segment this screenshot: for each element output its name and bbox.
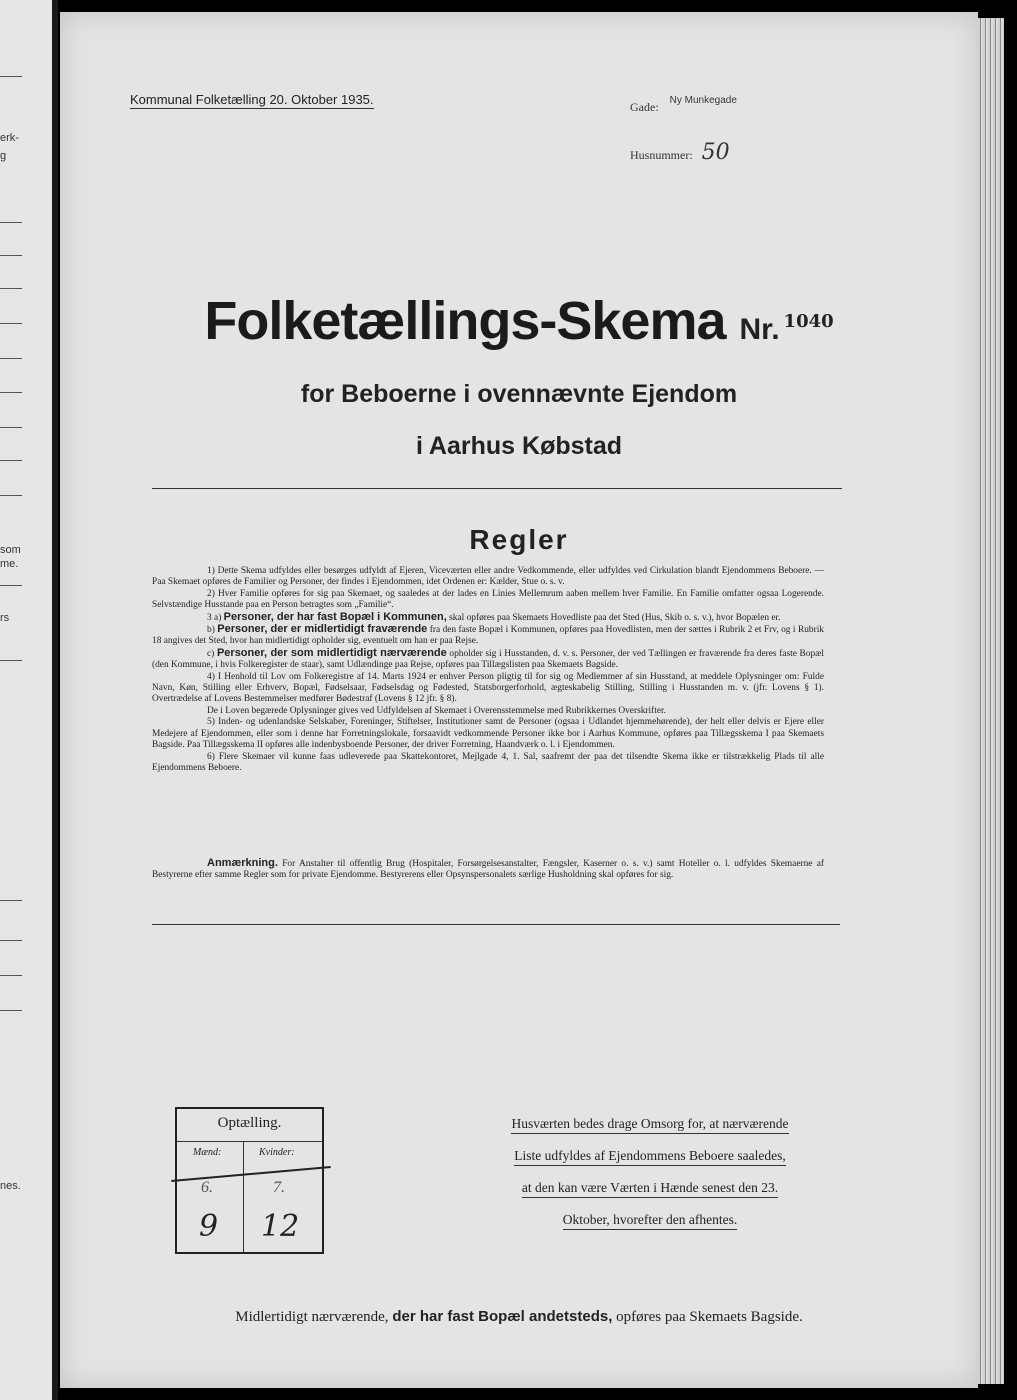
left-fragment: g <box>0 150 7 162</box>
form-subtitle-1: for Beboerne i ovennævnte Ejendom <box>300 380 738 408</box>
kvinder-label: Kvinder: <box>259 1147 295 1158</box>
rule-line <box>0 288 22 289</box>
rule-line <box>0 660 22 661</box>
rule-3b-rest: fra den faste Bopæl i Kommunen, opføres paa Hovedlisten, men der sættes i Rubrik 2 et Frv, og i Rubrik 18 angives det Sted, hvor han midlertidigt opholder sig, eventuelt om han er paa Rejse. <box>152 625 824 647</box>
form-number-value: 1040 <box>783 311 834 332</box>
rule-3b <box>152 624 824 648</box>
rule-line <box>0 222 22 223</box>
rule-3c-bold: Personer, der som midlertidigt nærværende <box>216 646 447 659</box>
optaelling-column-divider <box>243 1141 244 1252</box>
rule-3a-rest: skal opføres paa Skemaets Hovedliste paa det Sted (Hus, Skib o. s. v.), hvor Bopælen er. <box>449 612 781 623</box>
divider <box>152 488 842 489</box>
rule-line <box>0 392 22 393</box>
form-subtitle-2: i Aarhus Købstad <box>415 432 623 460</box>
rule-line <box>0 1010 22 1011</box>
rule-3b-bold: Personer, der er midlertidigt fraværende <box>217 623 428 636</box>
rule-line <box>0 495 22 496</box>
gade-value: Ny Munkegade <box>669 95 737 106</box>
maend-count: 9 <box>199 1209 219 1244</box>
form-title <box>60 290 978 352</box>
census-form-page <box>60 12 978 1388</box>
anmaerkning <box>152 858 824 882</box>
rule-3a-bold: Personer, der har fast Bopæl i Kommunen, <box>223 610 447 623</box>
rule-3b-num: b) <box>207 625 215 636</box>
optaelling-box <box>175 1107 324 1254</box>
left-fragment: som <box>0 544 21 556</box>
rule-line <box>0 900 22 901</box>
left-fragment: rs <box>0 612 10 624</box>
footer-post: opføres paa Skemaets Bagside. <box>616 1309 803 1325</box>
rule-6: 6) Flere Skemaer vil kunne faas udleverede paa Skattekontoret, Mejlgade 4, 1. Sal, saafremt der paa det tilsendte Skema ikke er tilstrækkelig Plads til alle Ejendommens Beboere. <box>152 751 824 773</box>
rule-4: 4) I Henhold til Lov om Folkeregistre af 14. Marts 1924 er enhver Person pligtig til for sig og Medlemmer af sin Husstand, at meddele Oplysninger om: Fulde Navn, Køn, Stilling eller Erhverv, Bopæl, Fødselsaar, Fødselsdag og Fødested, Statsborgerforhold, ægteskabelig Stilling, Stilling i Husstanden m. v. (jfr. Lovens § 1). Overtrædelse af Lovens Bestemmelser medfører Bødestraf (Lovens § 12 jfr. § 8). <box>152 671 824 705</box>
husnummer-value: 50 <box>701 140 730 165</box>
rule-line <box>0 460 22 461</box>
rule-1: 1) Dette Skema udfyldes eller besørges udfyldt af Ejeren, Viceværten eller andre Vedkommende, eller udfyldes ved Cirkulation blandt Ejendommens Beboere. — Paa Skemaet opføres de Familier og Personer, der findes i Ejendommen, idet Ordenen er: Kælder, Stue o. s. v. <box>152 566 824 588</box>
left-fragment: nes. <box>0 1180 21 1192</box>
rule-5: 5) Inden- og udenlandske Selskaber, Foreninger, Stiftelser, Institutioner samt de Personer (ogsaa i Udlandet hjemmehørende), der helt eller delvis er Ejere eller Medejere af Ejendommen, eller som i denne har Forretningslokale, forsaavidt vedkommende Personer ikke bor i Aarhus Kommune, opføres paa Tillægsskema I paa Skemaets Bagside. Paa Tillægsskema II opføres alle indenbysboende Personer, der driver Forretning, Haandværk o. l. i Ejendommen. <box>152 717 824 751</box>
notice-line: Liste udfyldes af Ejendommens Beboere saaledes, <box>514 1147 785 1166</box>
rule-line <box>0 255 22 256</box>
rules-text <box>152 566 824 774</box>
maend-old-count: 6. <box>201 1179 213 1196</box>
rule-3c <box>152 648 824 672</box>
rule-3c-num: c) <box>207 648 215 659</box>
rule-3a-num: 3 a) <box>207 612 222 623</box>
strikethrough-line <box>171 1166 331 1182</box>
gade-field <box>630 95 737 115</box>
rule-line <box>0 940 22 941</box>
anmaerkning-label: Anmærkning. <box>207 857 278 869</box>
gade-label: Gade: <box>630 100 659 114</box>
form-title-main: Folketællings-Skema <box>204 291 726 351</box>
left-fragment: erk- <box>0 132 19 144</box>
notice-line: at den kan være Værten i Hænde senest den 23. <box>522 1179 778 1198</box>
rule-3c-rest: opholder sig i Husstanden, d. v. s. Personer, der ved Tællingen er fraværende fra deres faste Bopæl (den Kommune, i hvis Folkeregister de staar), samt Udlændinge paa Rejse, opføres paa Tillægslisten paa Skemaets Bagside. <box>152 648 825 671</box>
rule-line <box>0 323 22 324</box>
rule-line <box>0 427 22 428</box>
kvinder-count: 12 <box>261 1209 300 1244</box>
left-page-strip <box>0 0 58 1400</box>
rule-line <box>0 76 22 77</box>
rule-line <box>0 585 22 586</box>
footer-pre: Midlertidigt nærværende, <box>235 1309 389 1325</box>
optaelling-title: Optælling. <box>217 1115 282 1131</box>
page-stack-edge <box>978 18 1004 1384</box>
rule-2: 2) Hver Familie opføres for sig paa Skemaet, og saaledes at der lades en Linies Mellemrum aaben mellem hver Familie. En Familie omfatter ogsaa Logerende. Selvstændige Husstande paa en Person betragtes som „Familie“. <box>152 588 824 611</box>
footer-note <box>60 1308 978 1326</box>
footer-bold: der har fast Bopæl andetsteds, <box>392 1308 613 1325</box>
notice-line: Husværten bedes drage Omsorg for, at nærværende <box>511 1115 788 1134</box>
notice-line: Oktober, hvorefter den afhentes. <box>563 1211 738 1230</box>
husnummer-label: Husnummer: <box>630 148 693 162</box>
left-fragment: me. <box>0 558 19 570</box>
rule-line <box>0 358 22 359</box>
husvaerten-notice <box>480 1108 820 1236</box>
census-header: Kommunal Folketælling 20. Oktober 1935. <box>130 92 374 107</box>
kvinder-old-count: 7. <box>273 1179 285 1196</box>
rule-4b: De i Loven begærede Oplysninger gives ved Udfyldelsen af Skemaet i Overensstemmelse med Rubrikkernes Overskrifter. <box>207 705 666 716</box>
rules-heading: Regler <box>469 524 569 555</box>
form-number-label: Nr. <box>739 313 780 346</box>
husnummer-field <box>630 140 730 165</box>
rule-line <box>0 975 22 976</box>
anmaerkning-text: For Anstalter til offentlig Brug (Hospitaler, Forsørgelsesanstalter, Fængsler, Kaserner o. s. v.) samt Hoteller o. l. udfyldes Skemaerne af Bestyrerne efter samme Regler som for private Ejendomme. Bestyrerens eller Opsynspersonalets særlige Husholdning skal opføres for sig. <box>152 859 825 881</box>
maend-label: Mænd: <box>193 1147 222 1158</box>
divider <box>152 924 840 925</box>
